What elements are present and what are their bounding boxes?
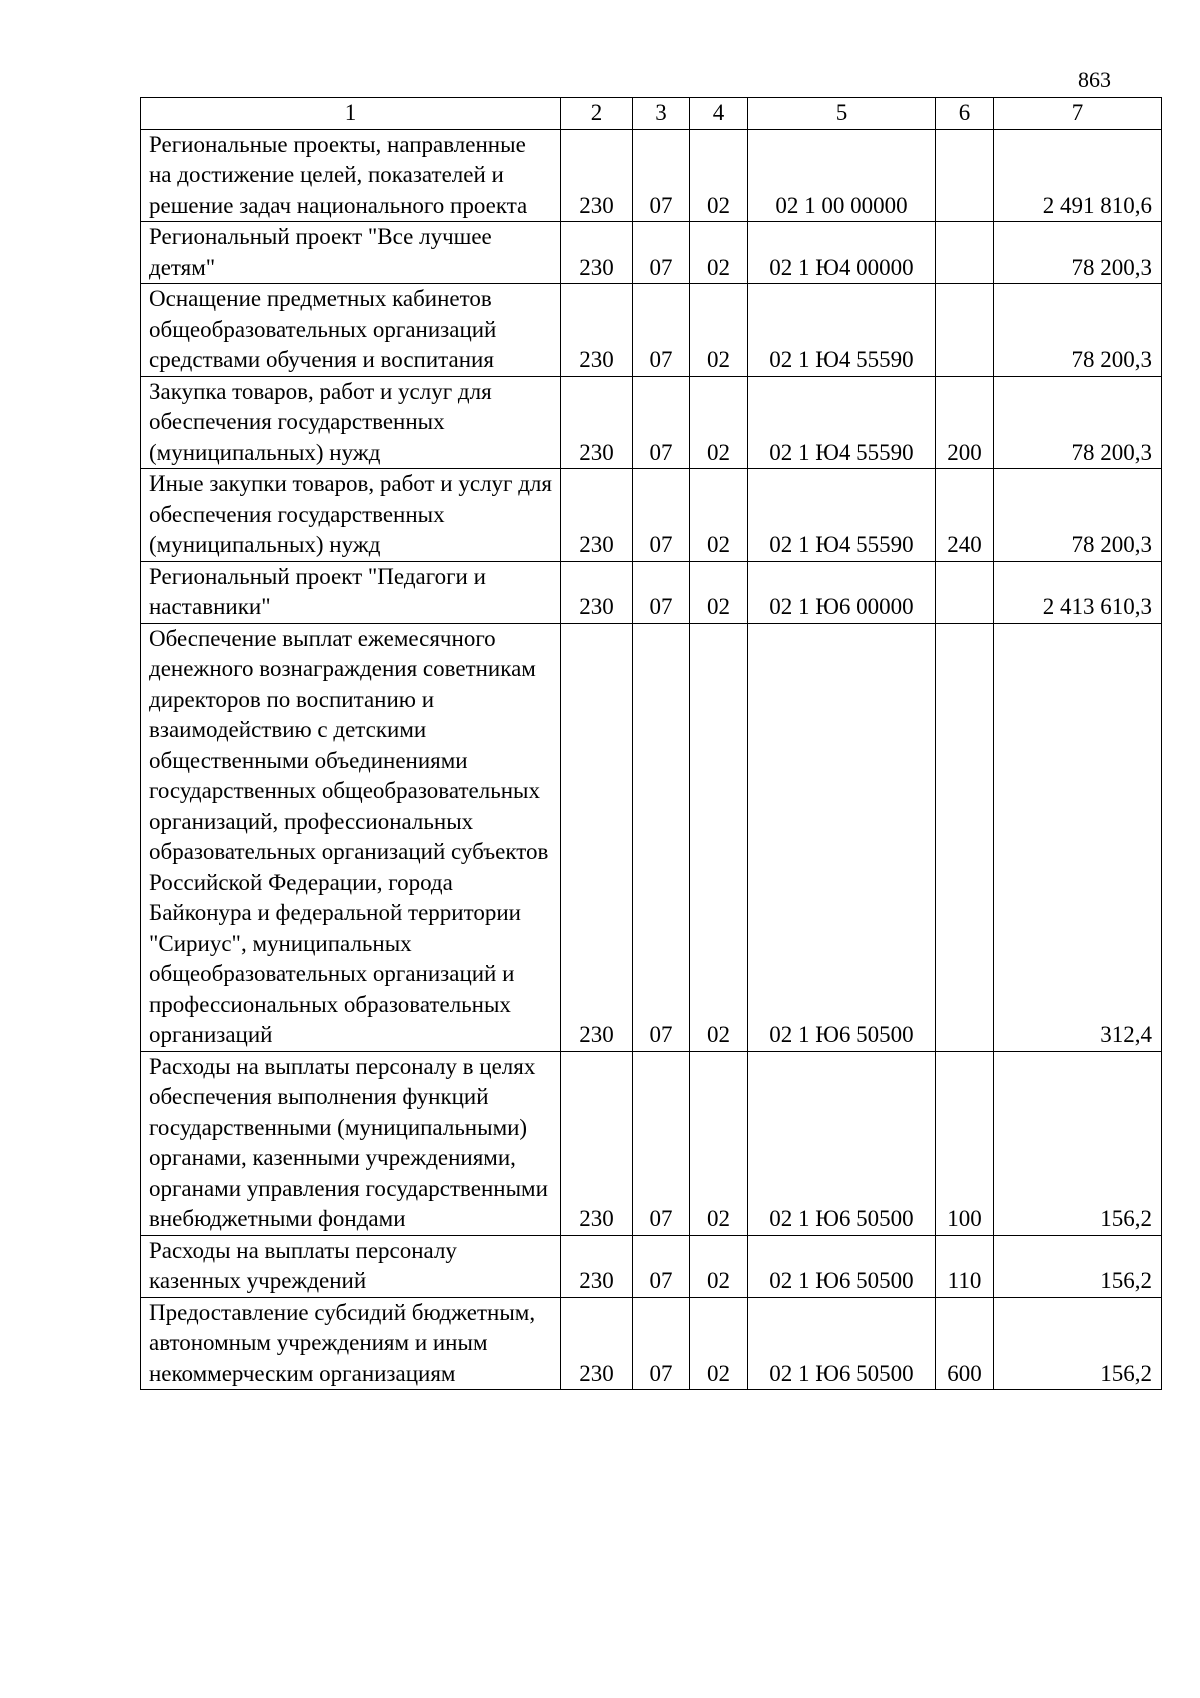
row-col-5: 02 1 Ю6 00000: [748, 561, 936, 623]
page-number: 863: [1078, 67, 1111, 92]
row-col-2: 230: [561, 1297, 633, 1390]
row-col-5: 02 1 Ю6 50500: [748, 1297, 936, 1390]
row-col-6: [936, 284, 994, 377]
row-col-4: 02: [690, 561, 748, 623]
table-row: [141, 1297, 1162, 1390]
row-col-7: 156,2: [994, 1051, 1162, 1235]
table-row: [141, 561, 1162, 623]
row-col-2: 230: [561, 623, 633, 1051]
row-col-6: 200: [936, 376, 994, 469]
table-row: [141, 623, 1162, 1051]
row-col-6: [936, 623, 994, 1051]
row-col-2: 230: [561, 469, 633, 562]
row-name: Закупка товаров, работ и услуг для обеспечения государственных (муниципальных) нужд: [141, 376, 561, 469]
row-col-4: 02: [690, 129, 748, 222]
row-col-7: 78 200,3: [994, 469, 1162, 562]
row-col-4: 02: [690, 222, 748, 284]
row-col-6: 600: [936, 1297, 994, 1390]
row-col-2: 230: [561, 1051, 633, 1235]
row-name: Региональный проект "Все лучшее детям": [141, 222, 561, 284]
table-header-row: [141, 98, 1162, 130]
table-row: [141, 469, 1162, 562]
row-col-6: 110: [936, 1235, 994, 1297]
budget-table: [140, 97, 1162, 1390]
row-col-4: 02: [690, 284, 748, 377]
row-col-3: 07: [633, 1235, 690, 1297]
table-row: [141, 284, 1162, 377]
row-col-7: 2 491 810,6: [994, 129, 1162, 222]
table-row: [141, 1235, 1162, 1297]
row-col-5: 02 1 Ю6 50500: [748, 1235, 936, 1297]
table-row: [141, 376, 1162, 469]
row-col-6: [936, 222, 994, 284]
row-col-6: [936, 561, 994, 623]
row-col-6: 100: [936, 1051, 994, 1235]
row-col-3: 07: [633, 222, 690, 284]
row-name: Региональный проект "Педагоги и наставники": [141, 561, 561, 623]
row-col-3: 07: [633, 129, 690, 222]
row-col-5: 02 1 00 00000: [748, 129, 936, 222]
column-header: 6: [936, 98, 994, 130]
row-col-6: 240: [936, 469, 994, 562]
row-name: Обеспечение выплат ежемесячного денежного вознаграждения советникам директоров по воспитанию и взаимодействию с детскими общественными объединениями государственных общеобразовательных организаций, профессиональных образовательных организаций субъектов Российской Федерации, города Байконура и федеральной территории "Сириус", муниципальных общеобразовательных организаций и профессиональных образовательных организаций: [141, 623, 561, 1051]
row-name: Расходы на выплаты персоналу в целях обеспечения выполнения функций государственными (муниципальными) органами, казенными учреждениями, органами управления государственными внебюджетными фондами: [141, 1051, 561, 1235]
row-col-3: 07: [633, 376, 690, 469]
row-col-5: 02 1 Ю4 55590: [748, 469, 936, 562]
column-header: 7: [994, 98, 1162, 130]
row-col-2: 230: [561, 561, 633, 623]
row-col-7: 312,4: [994, 623, 1162, 1051]
row-col-7: 78 200,3: [994, 222, 1162, 284]
table-row: [141, 222, 1162, 284]
table-row: [141, 1051, 1162, 1235]
row-col-4: 02: [690, 1235, 748, 1297]
row-col-5: 02 1 Ю4 55590: [748, 284, 936, 377]
row-col-4: 02: [690, 469, 748, 562]
row-col-3: 07: [633, 561, 690, 623]
row-col-2: 230: [561, 222, 633, 284]
row-col-4: 02: [690, 1051, 748, 1235]
row-col-2: 230: [561, 1235, 633, 1297]
row-name: Предоставление субсидий бюджетным, автономным учреждениям и иным некоммерческим организациям: [141, 1297, 561, 1390]
column-header: 3: [633, 98, 690, 130]
row-col-7: 156,2: [994, 1235, 1162, 1297]
row-col-5: 02 1 Ю4 00000: [748, 222, 936, 284]
row-col-7: 78 200,3: [994, 284, 1162, 377]
row-col-4: 02: [690, 376, 748, 469]
row-col-3: 07: [633, 469, 690, 562]
row-col-3: 07: [633, 623, 690, 1051]
table-row: [141, 129, 1162, 222]
column-header: 1: [141, 98, 561, 130]
row-col-2: 230: [561, 376, 633, 469]
row-name: Региональные проекты, направленные на достижение целей, показателей и решение задач национального проекта: [141, 129, 561, 222]
row-col-7: 156,2: [994, 1297, 1162, 1390]
row-col-2: 230: [561, 129, 633, 222]
row-name: Иные закупки товаров, работ и услуг для обеспечения государственных (муниципальных) нужд: [141, 469, 561, 562]
row-col-3: 07: [633, 284, 690, 377]
row-col-3: 07: [633, 1297, 690, 1390]
row-col-7: 78 200,3: [994, 376, 1162, 469]
row-col-4: 02: [690, 623, 748, 1051]
row-col-5: 02 1 Ю6 50500: [748, 623, 936, 1051]
column-header: 4: [690, 98, 748, 130]
row-col-5: 02 1 Ю4 55590: [748, 376, 936, 469]
column-header: 5: [748, 98, 936, 130]
row-name: Оснащение предметных кабинетов общеобразовательных организаций средствами обучения и воспитания: [141, 284, 561, 377]
row-col-5: 02 1 Ю6 50500: [748, 1051, 936, 1235]
row-col-4: 02: [690, 1297, 748, 1390]
row-name: Расходы на выплаты персоналу казенных учреждений: [141, 1235, 561, 1297]
column-header: 2: [561, 98, 633, 130]
row-col-7: 2 413 610,3: [994, 561, 1162, 623]
row-col-2: 230: [561, 284, 633, 377]
row-col-3: 07: [633, 1051, 690, 1235]
row-col-6: [936, 129, 994, 222]
